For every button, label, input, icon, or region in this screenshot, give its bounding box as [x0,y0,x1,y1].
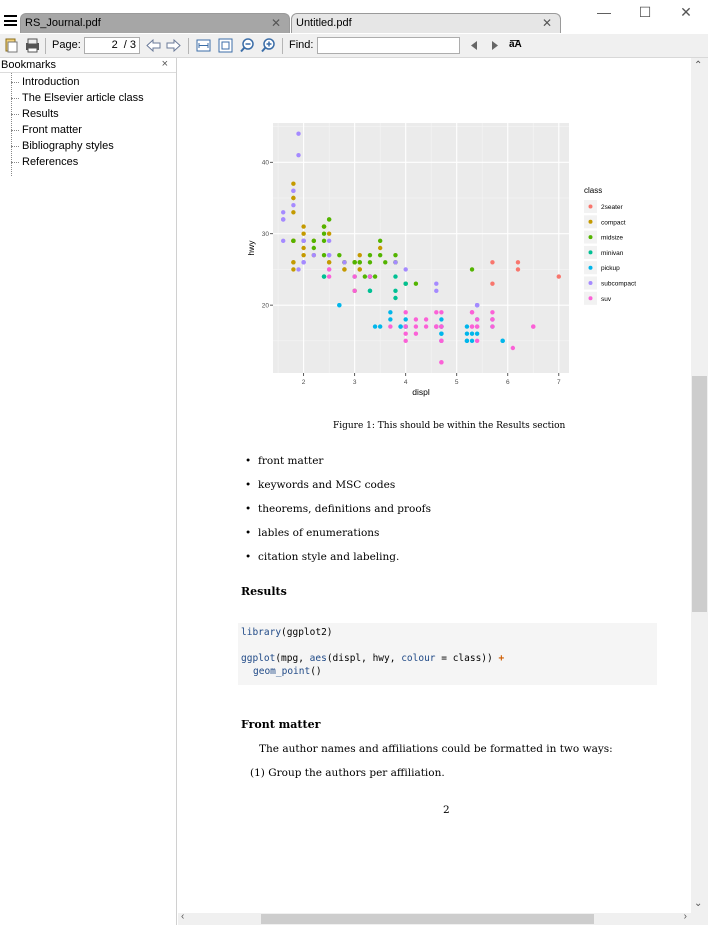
data-point-suv [490,310,494,314]
y-axis-label: hwy [246,240,256,256]
data-point-midsize [393,253,397,257]
data-point-midsize [358,260,362,264]
data-point-subcompact [393,260,397,264]
x-tick-label: 5 [454,379,459,386]
bookmark-front-matter[interactable]: Front matter [0,122,176,138]
x-tick-label: 4 [403,379,408,386]
code-line-3 [241,665,654,678]
legend-label: pickup [601,265,620,273]
x-axis-label: displ [412,387,430,397]
toolbar-separator [188,38,189,54]
data-point-pickup [470,332,474,336]
data-point-suv [470,324,474,328]
data-point-subcompact [301,239,305,243]
data-point-pickup [398,324,402,328]
tab-label: RS_Journal.pdf [25,17,101,29]
close-sidebar-icon[interactable]: × [161,58,168,70]
legend-label: midsize [601,234,624,242]
y-tick-label: 30 [261,231,269,239]
data-point-suv [511,346,515,350]
legend-title: class [584,186,603,195]
minimize-button[interactable]: — [597,4,611,20]
data-point-suv [352,274,356,278]
legend-label: suv [601,295,612,303]
title-bar [0,0,708,34]
data-point-compact [327,232,331,236]
data-point-minivan [368,289,372,293]
data-point-suv [368,274,372,278]
data-point-midsize [291,239,295,243]
data-point-pickup [465,339,469,343]
data-point-suv [352,289,356,293]
data-point-suv [424,324,428,328]
legend-swatch [589,250,593,254]
data-point-midsize [322,232,326,236]
hamburger-menu-icon[interactable] [4,15,17,26]
code-token: () [310,666,322,677]
data-point-pickup [403,317,407,321]
bookmark-elsevier-class[interactable]: The Elsevier article class [0,90,176,106]
data-point-subcompact [296,132,300,136]
legend-swatch [589,220,593,224]
legend-label: 2seater [601,204,623,211]
horizontal-scrollbar[interactable] [178,913,691,925]
results-heading: Results [241,585,287,598]
paragraph: The author names and affiliations could be formatted in two ways: [259,743,613,755]
data-point-suv [434,310,438,314]
data-point-compact [301,246,305,250]
data-point-subcompact [301,260,305,264]
bookmark-introduction[interactable]: Introduction [0,74,176,90]
code-token: aes [309,653,327,664]
data-point-midsize [378,239,382,243]
x-tick-label: 7 [556,379,561,386]
data-point-suv [475,324,479,328]
data-point-midsize [373,274,377,278]
code-token: library [241,627,282,638]
data-point-subcompact [327,253,331,257]
data-point-subcompact [281,239,285,243]
data-point-suv [424,317,428,321]
data-point-pickup [500,339,504,343]
tab-close-icon[interactable]: ✕ [270,16,281,30]
x-tick-label: 6 [505,379,510,386]
code-line-2 [241,652,654,665]
data-point-suv [327,274,331,278]
data-point-suv [470,310,474,314]
data-point-suv [414,317,418,321]
data-point-subcompact [312,253,316,257]
maximize-button[interactable]: ☐ [638,4,652,20]
x-tick-label: 2 [301,379,306,386]
data-point-pickup [439,317,443,321]
data-point-minivan [403,282,407,286]
data-point-subcompact [342,260,346,264]
data-point-subcompact [291,203,295,207]
code-token: (ggplot2) [281,627,333,638]
tab-untitled[interactable] [291,13,561,33]
legend-label: subcompact [601,280,637,288]
data-point-2seater [490,282,494,286]
data-point-compact [327,260,331,264]
code-token: + [498,653,505,664]
data-point-suv [388,324,392,328]
bookmarks-title: Bookmarks [1,59,57,71]
data-point-pickup [470,339,474,343]
legend-swatch [589,266,593,270]
tab-close-icon[interactable]: ✕ [541,16,552,30]
data-point-midsize [322,224,326,228]
data-point-minivan [393,274,397,278]
data-point-suv [490,324,494,328]
data-point-suv [403,310,407,314]
legend-label: compact [601,219,626,227]
data-point-compact [291,210,295,214]
find-next-icon[interactable] [487,38,502,53]
code-token: class)) [452,653,499,664]
tab-rs-journal[interactable] [20,13,290,33]
legend-swatch [589,296,593,300]
data-point-compact [342,267,346,271]
data-point-minivan [393,296,397,300]
print-icon[interactable] [25,38,40,53]
data-point-compact [301,232,305,236]
legend [584,186,636,305]
zoom-in-icon[interactable] [261,38,276,53]
data-point-pickup [439,332,443,336]
scroll-down-icon[interactable]: ⌄ [694,898,703,909]
data-point-compact [358,253,362,257]
data-point-subcompact [296,153,300,157]
code-token: (mpg, [275,653,310,664]
scrollbar-corner [691,913,708,925]
data-point-suv [327,267,331,271]
data-point-midsize [312,246,316,250]
data-point-subcompact [296,267,300,271]
data-point-suv [414,332,418,336]
data-point-suv [439,324,443,328]
data-point-suv [490,317,494,321]
bookmark-references[interactable]: References [0,154,176,170]
data-point-pickup [388,310,392,314]
data-point-compact [291,182,295,186]
data-point-suv [439,360,443,364]
data-point-midsize [322,253,326,257]
bookmark-tree [0,73,176,170]
vertical-scrollbar[interactable] [691,58,708,913]
data-point-suv [414,324,418,328]
data-point-midsize [337,253,341,257]
data-point-subcompact [475,303,479,307]
scroll-up-icon[interactable]: ⌃ [694,60,703,71]
list-item: • keywords and MSC codes [258,477,431,501]
data-point-subcompact [434,289,438,293]
legend-swatch [589,281,593,285]
list-item: • citation style and labeling. [258,549,431,573]
toolbar-separator [282,38,283,54]
data-point-compact [301,253,305,257]
scroll-right-icon[interactable]: › [683,911,687,922]
open-file-icon[interactable] [4,38,19,53]
list-item: • front matter [258,453,431,477]
data-point-pickup [373,324,377,328]
data-point-pickup [475,332,479,336]
code-line-1 [241,626,654,639]
previous-page-icon[interactable] [146,38,161,53]
y-tick-label: 40 [261,159,269,167]
data-point-subcompact [403,267,407,271]
bullet-list [258,453,431,573]
data-point-pickup [337,303,341,307]
data-point-midsize [327,217,331,221]
code-token: = [435,653,453,664]
data-point-minivan [393,289,397,293]
data-point-midsize [352,260,356,264]
data-point-compact [291,267,295,271]
find-input[interactable] [317,37,460,54]
legend-label: minivan [601,249,624,257]
data-point-suv [403,324,407,328]
list-item: • theorems, definitions and proofs [258,501,431,525]
data-point-midsize [322,239,326,243]
data-point-pickup [378,324,382,328]
data-point-midsize [414,282,418,286]
data-point-compact [378,246,382,250]
data-point-midsize [363,274,367,278]
data-point-compact [301,224,305,228]
page-number-input[interactable] [84,37,140,54]
data-point-suv [439,339,443,343]
legend-swatch [589,235,593,239]
data-point-subcompact [434,282,438,286]
next-page-icon[interactable] [166,38,181,53]
data-point-midsize [383,260,387,264]
code-token: (displ, hwy, [326,653,402,664]
data-point-subcompact [281,210,285,214]
data-point-midsize [368,253,372,257]
bookmarks-sidebar [0,58,177,925]
code-block [238,623,657,685]
data-point-2seater [490,260,494,264]
data-point-suv [439,310,443,314]
data-point-suv [475,317,479,321]
data-point-suv [403,332,407,336]
data-point-subcompact [327,239,331,243]
data-point-midsize [368,260,372,264]
bookmark-bibliography-styles[interactable]: Bibliography styles [0,138,176,154]
data-point-suv [475,339,479,343]
data-point-2seater [516,267,520,271]
data-point-2seater [557,274,561,278]
scatter-chart [242,120,652,410]
data-point-subcompact [281,217,285,221]
code-token: ggplot [241,653,276,664]
page-label: Page: [52,39,81,51]
zoom-out-icon[interactable] [240,38,255,53]
find-label: Find: [289,39,314,51]
enumerated-item: (1) Group the authors per affiliation. [250,767,445,779]
list-item: • lables of enumerations [258,525,431,549]
plot-panel [273,123,569,373]
page-number-value: 2 [111,39,118,51]
scroll-left-icon[interactable]: ‹ [181,911,185,922]
toolbar-separator [45,38,46,54]
bookmark-results[interactable]: Results [0,106,176,122]
fit-page-icon[interactable] [218,38,233,53]
match-case-icon[interactable]: a͞A [509,39,522,50]
data-point-midsize [378,253,382,257]
code-token: geom_point [253,666,311,677]
data-point-2seater [516,260,520,264]
data-point-pickup [465,324,469,328]
data-point-compact [291,260,295,264]
bookmarks-header [0,58,176,73]
page-number: 2 [443,804,450,816]
legend-swatch [589,205,593,209]
data-point-suv [434,324,438,328]
figure-caption: Figure 1: This should be within the Results section [333,421,566,431]
y-tick-label: 20 [261,302,269,310]
data-point-midsize [470,267,474,271]
data-point-compact [358,267,362,271]
x-tick-label: 3 [352,379,357,386]
data-point-compact [291,196,295,200]
front-matter-heading: Front matter [241,718,321,731]
code-token: colour [401,653,436,664]
data-point-subcompact [291,189,295,193]
horizontal-scroll-thumb[interactable] [261,914,594,924]
fit-width-icon[interactable] [196,38,211,53]
toolbar [0,34,708,58]
close-window-button[interactable]: ✕ [680,4,692,20]
vertical-scroll-thumb[interactable] [692,376,707,612]
data-point-suv [403,339,407,343]
data-point-midsize [312,239,316,243]
find-previous-icon[interactable] [467,38,482,53]
data-point-pickup [465,332,469,336]
data-point-pickup [388,317,392,321]
data-point-suv [531,324,535,328]
tab-label: Untitled.pdf [296,17,352,29]
page-total: / 3 [123,39,136,51]
document-page [178,58,691,913]
data-point-minivan [322,274,326,278]
